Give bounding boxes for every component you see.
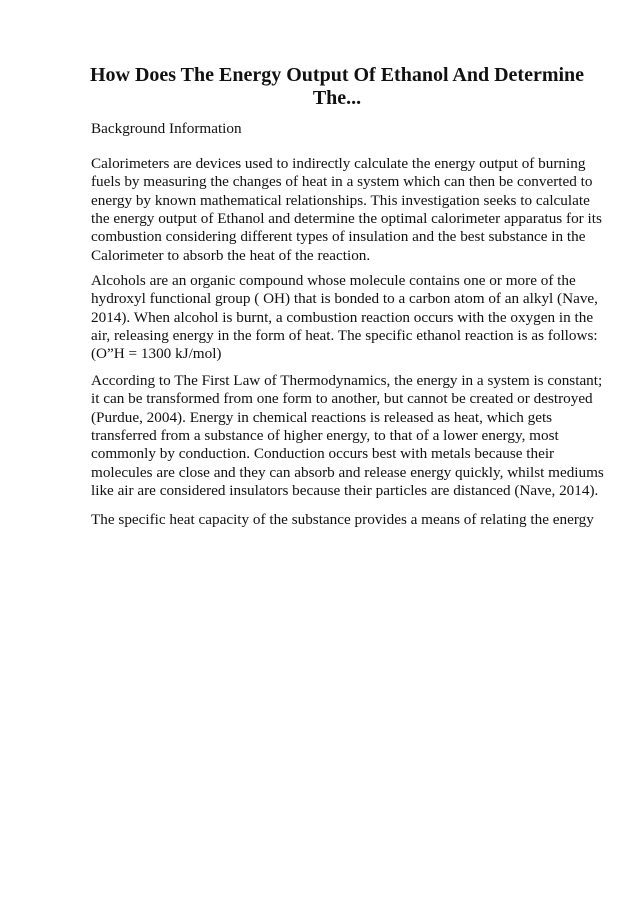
title-line: The... xyxy=(312,87,362,109)
paragraph-calorimeters xyxy=(91,155,601,265)
title-line: How Does The Energy Output Of Ethanol And Determine xyxy=(89,64,585,86)
paragraph-line: Calorimeters are devices used to indirectly calculate the energy output of burning xyxy=(91,155,586,172)
paragraph-line: like air are considered insulators because their particles are distanced (Nave, 2014). xyxy=(91,482,599,500)
paragraph-line: hydroxyl functional group ( OH) that is bonded to a carbon atom of an alkyl (Nave, xyxy=(91,290,598,308)
paragraph-line: air, releasing energy in the form of heat. The specific ethanol reaction is as follows: xyxy=(91,327,598,345)
paragraph-line: (O”H = 1300 kJ/mol) xyxy=(91,345,222,363)
paragraph-line: it can be transformed from one form to another, but cannot be created or destroyed xyxy=(91,390,593,408)
paragraph-line: Calorimeter to absorb the heat of the reaction. xyxy=(91,246,371,264)
section-heading: Background Information xyxy=(91,120,242,137)
paragraph-line: The specific heat capacity of the substance provides a means of relating the energy xyxy=(91,511,594,528)
paragraph-line: molecules are close and they can absorb and release energy quickly, whilst mediums xyxy=(91,463,604,481)
paragraph-line: commonly by conduction. Conduction occurs best with metals because their xyxy=(91,445,555,463)
document-title xyxy=(80,64,594,110)
paragraph-line: combustion considering different types of insulation and the best substance in the xyxy=(91,228,586,246)
paragraph-specific-heat xyxy=(91,511,601,529)
paragraph-alcohols xyxy=(91,272,601,364)
paragraph-thermodynamics xyxy=(91,372,604,500)
paragraph-line: According to The First Law of Thermodynamics, the energy in a system is constant; xyxy=(91,372,603,389)
paragraph-line: 2014). When alcohol is burnt, a combustion reaction occurs with the oxygen in the xyxy=(91,308,594,326)
paragraph-line: fuels by measuring the changes of heat in a system which can then be converted to xyxy=(91,173,593,191)
paragraph-line: Alcohols are an organic compound whose molecule contains one or more of the xyxy=(91,272,576,289)
paragraph-line: (Purdue, 2004). Energy in chemical reactions is released as heat, which gets xyxy=(91,408,553,426)
paragraph-line: the energy output of Ethanol and determine the optimal calorimeter apparatus for its xyxy=(91,210,602,228)
paragraph-line: transferred from a substance of higher energy, to that of a lower energy, most xyxy=(91,427,559,445)
paragraph-line: energy by known mathematical relationships. This investigation seeks to calculate xyxy=(91,191,590,209)
